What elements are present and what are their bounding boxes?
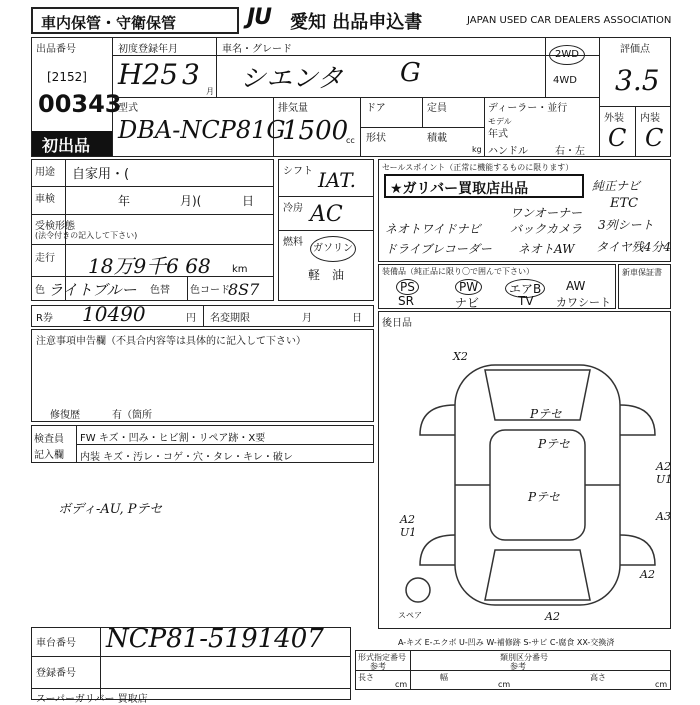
mark-x2: X2 — [453, 350, 468, 363]
use-label: 用途 — [35, 167, 55, 178]
sales-point-8: ネオトAW — [518, 242, 575, 256]
name-change-day: 日 — [352, 313, 362, 324]
chassis-value: NCP81-5191407 — [106, 624, 324, 654]
cc-unit: cc — [346, 136, 355, 145]
front-wheel-left — [420, 405, 455, 435]
repair-history-value: 有（箇所 — [112, 410, 152, 421]
lot-no-label: 出品番号 — [36, 44, 76, 55]
spare-label: スペア — [398, 611, 422, 620]
fuel-gas: ガソリン — [310, 236, 356, 262]
equipment-label: 装備品（純正品に限り〇で囲んで下さい） — [382, 267, 534, 276]
use-value: 自家用・( — [72, 167, 130, 182]
condition-text: ボディ-AU, Pテセ — [58, 502, 163, 517]
capacity-label: 定員 — [427, 103, 447, 114]
inspection-day: 日 — [242, 194, 255, 208]
exterior-value: C — [608, 124, 627, 152]
yen-unit: 円 — [186, 313, 196, 324]
score-value: 3.5 — [615, 64, 660, 97]
dealer-label: ディーラー・並行 — [488, 103, 568, 114]
car-diagram — [400, 345, 680, 625]
registration-label: 登録番号 — [36, 668, 76, 679]
sales-points-label: セールスポイント（正常に機能するものに限ります） — [382, 163, 574, 172]
color-code-value: 8S7 — [228, 280, 260, 299]
mark-rear-bumper: A2 — [545, 610, 560, 623]
equip-aw: AW — [566, 279, 586, 293]
repair-history-label: 修復歴 — [50, 410, 80, 421]
first-time-badge: 初出品 — [32, 131, 112, 156]
notes-label: 注意事項申告欄（不具合内容等は具体的に記入して下さい） — [36, 336, 306, 347]
footer-label: スーパーガリバー 買取店 — [36, 694, 148, 705]
color-label: 色 — [35, 285, 45, 296]
sales-point-3: ETC — [610, 196, 639, 211]
shift-value: IAT. — [318, 168, 357, 192]
equip-navi: ナビ — [455, 296, 480, 310]
front-wheel-right — [620, 405, 655, 435]
drive-4wd: 4WD — [553, 75, 577, 86]
shift-label: シフト — [283, 166, 313, 177]
sales-point-2: ワンオーナー — [510, 206, 583, 220]
fuel-label: 燃料 — [283, 237, 303, 248]
mark-roof: Pテセ — [528, 490, 560, 504]
reg-year: H25 — [118, 58, 179, 91]
name-change-label: 名変期限 — [210, 313, 250, 324]
model-code: DBA-NCP81G — [118, 116, 286, 144]
sales-stamp: ★ガリバー買取店出品 — [384, 174, 584, 198]
load-label: 積載 — [427, 133, 447, 144]
width-unit: cm — [498, 680, 511, 689]
inspector-label: 検査員 — [34, 434, 64, 445]
width-label: 幅 — [440, 673, 448, 682]
km-unit: km — [232, 264, 248, 275]
inspection-label: 車検 — [35, 194, 55, 205]
warranty-label: 新車保証書 — [622, 268, 662, 277]
displacement-label: 排気量 — [278, 103, 308, 114]
sales-point-1: 純正ナビ — [592, 179, 641, 193]
equip-pw: PW — [455, 279, 482, 295]
form-label: 形式指定番号 — [358, 653, 406, 662]
model-label: 型式 — [118, 103, 138, 114]
storage-badge-text: 車内保管・守衛保管 — [41, 14, 177, 32]
mark-right-rear: A2 — [640, 568, 655, 581]
mark-hood: Pテセ — [530, 407, 562, 421]
first-reg-label: 初度登録年月 — [118, 44, 178, 55]
sales-point-7: ドライブレコーダー — [385, 242, 492, 256]
ju-logo: JU — [247, 5, 272, 30]
mark-rear: Pテセ — [538, 437, 570, 451]
handle-label: ハンドル — [488, 146, 528, 157]
inspection-year: 年 — [118, 194, 131, 208]
equip-ps: PS — [396, 279, 419, 295]
rear-wheel-right — [620, 535, 655, 565]
mark-right-side: A3 — [656, 510, 671, 523]
fw-row: FW キズ・凹み・ヒビ割・リペア跡・X要 — [80, 433, 266, 444]
mileage-value: 18万9千6 68 — [88, 254, 211, 278]
sales-point-9: タイヤ残4分4 — [596, 240, 672, 254]
inspection-month: 月)( — [180, 194, 202, 208]
acceptance-note: (法令付きの記入して下さい) — [35, 231, 138, 240]
door-label: ドア — [366, 103, 386, 114]
car-grade: G — [400, 58, 421, 88]
category-ref: 参考 — [510, 662, 526, 671]
fuel-diesel: 軽 油 — [308, 268, 345, 282]
height-unit: cm — [655, 680, 668, 689]
equip-tv: TV — [518, 294, 534, 308]
equip-airbag: エアB — [505, 279, 545, 298]
damage-legend: A-キズ E-エクボ U-凹み W-補修跡 S-サビ C-腐食 XX-交換済 — [398, 638, 615, 647]
color-change-label: 色替 — [150, 285, 170, 296]
name-change-month: 月 — [302, 313, 312, 324]
mark-right-front: A2 U1 — [656, 460, 673, 486]
category-label: 類別区分番号 — [500, 653, 548, 662]
chassis-label: 車台番号 — [36, 638, 76, 649]
displacement-value: 1500 — [282, 116, 349, 146]
car-trunk — [485, 550, 590, 600]
form-ref: 参考 — [370, 662, 386, 671]
equip-leather: カワシート — [556, 296, 611, 309]
mileage-label: 走行 — [35, 253, 55, 264]
sales-point-5: バックカメラ — [510, 222, 583, 236]
sales-point-4: ネオトワイドナビ — [385, 222, 481, 236]
drive-2wd: 2WD — [549, 45, 585, 65]
rear-wheel-left — [420, 535, 455, 565]
shape-label: 形状 — [366, 133, 386, 144]
length-label: 長さ — [358, 673, 374, 682]
length-unit: cm — [395, 680, 408, 689]
lot-prefix: [2152] — [47, 70, 87, 84]
car-name: シエンタ — [240, 64, 343, 94]
back-items-label: 後日品 — [382, 318, 412, 329]
year-model-label: 年式 — [488, 129, 508, 140]
r-ticket-label: R券 — [36, 313, 53, 324]
interior-label: 内装 — [640, 113, 660, 124]
color-code-label: 色コード — [190, 285, 230, 296]
exterior-label: 外装 — [604, 113, 624, 124]
form-title: 愛知 出品申込書 — [290, 12, 423, 33]
reg-month: 3 — [182, 58, 200, 91]
reg-month-unit: 月 — [206, 87, 214, 96]
r-ticket-value: 10490 — [82, 302, 146, 326]
entry-label: 記入欄 — [34, 450, 64, 461]
model-year-label: モデル — [488, 117, 512, 126]
lot-number: 00343 — [38, 90, 122, 118]
sales-point-6: 3列シート — [598, 218, 654, 232]
height-label: 高さ — [590, 673, 606, 682]
acceptance-label: 受検形態 — [35, 221, 75, 232]
interior-row: 内装 キズ・汚レ・コゲ・穴・タレ・キレ・破レ — [80, 452, 293, 463]
form-subtitle: JAPAN USED CAR DEALERS ASSOCIATION — [467, 15, 672, 26]
spare-tire — [406, 578, 430, 602]
car-name-label: 車名・グレード — [222, 44, 292, 55]
storage-badge — [31, 7, 239, 34]
color-value: ライトブルー — [48, 281, 137, 299]
interior-value: C — [645, 124, 664, 152]
equip-sr: SR — [398, 294, 414, 308]
ac-value: AC — [310, 202, 343, 227]
ac-label: 冷房 — [283, 203, 303, 214]
mark-left-side: A2 U1 — [400, 513, 417, 539]
kg-unit: kg — [472, 145, 482, 154]
handle-options: 右・左 — [555, 146, 585, 157]
grade-label: 評価点 — [620, 44, 650, 55]
